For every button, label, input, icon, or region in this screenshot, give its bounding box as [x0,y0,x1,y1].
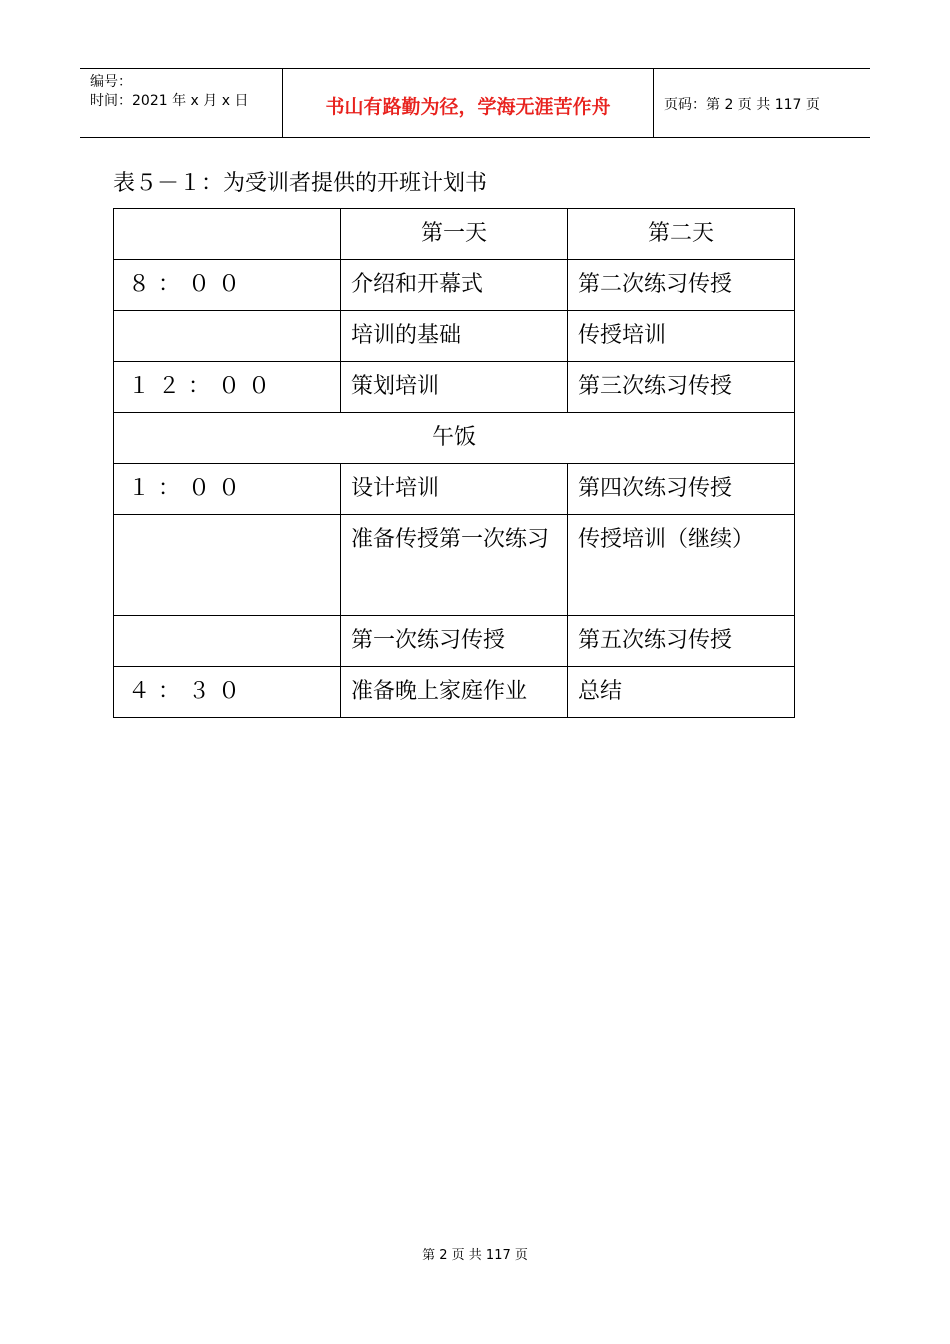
table-row [114,616,795,667]
time-cell: １２：００ [114,362,341,413]
day2-cell: 传授培训（继续） [568,515,795,616]
table-caption: 表５－１：为受训者提供的开班计划书 [113,171,488,196]
day2-cell: 第四次练习传授 [568,464,795,515]
day2-cell: 总结 [568,667,795,718]
time-cell: １：００ [114,464,341,515]
header-cell-day1: 第一天 [341,209,568,260]
day1-cell: 准备传授第一次练习 [341,515,568,616]
header-cell-empty [114,209,341,260]
table-row [114,515,795,616]
time-cell [114,616,341,667]
header-cell-day2: 第二天 [568,209,795,260]
table-row [114,260,795,311]
day2-cell: 第五次练习传授 [568,616,795,667]
time-cell [114,311,341,362]
day2-cell: 第三次练习传授 [568,362,795,413]
time-cell: ４：３０ [114,667,341,718]
day1-cell: 培训的基础 [341,311,568,362]
page-footer: 第 2 页 共 117 页 [422,1248,528,1263]
table-row [114,362,795,413]
document-header [80,68,870,138]
day1-cell: 准备晚上家庭作业 [341,667,568,718]
table-header-row [114,209,795,260]
day1-cell: 策划培训 [341,362,568,413]
lunch-row [114,413,795,464]
doc-number-label: 编号： [90,74,132,90]
day1-cell: 设计培训 [341,464,568,515]
schedule-table [113,208,795,718]
doc-time-label: 时间：2021 年 x 月 x 日 [90,93,249,109]
table-row [114,667,795,718]
time-cell: ８：００ [114,260,341,311]
header-meta [80,69,282,137]
header-motto: 书山有路勤为径，学海无涯苦作舟 [282,69,654,137]
table-row [114,464,795,515]
time-cell [114,515,341,616]
day1-cell: 介绍和开幕式 [341,260,568,311]
day1-cell: 第一次练习传授 [341,616,568,667]
header-page-info: 页码：第 2 页 共 117 页 [664,97,820,113]
lunch-cell: 午饭 [114,413,795,464]
day2-cell: 传授培训 [568,311,795,362]
table-row [114,311,795,362]
day2-cell: 第二次练习传授 [568,260,795,311]
